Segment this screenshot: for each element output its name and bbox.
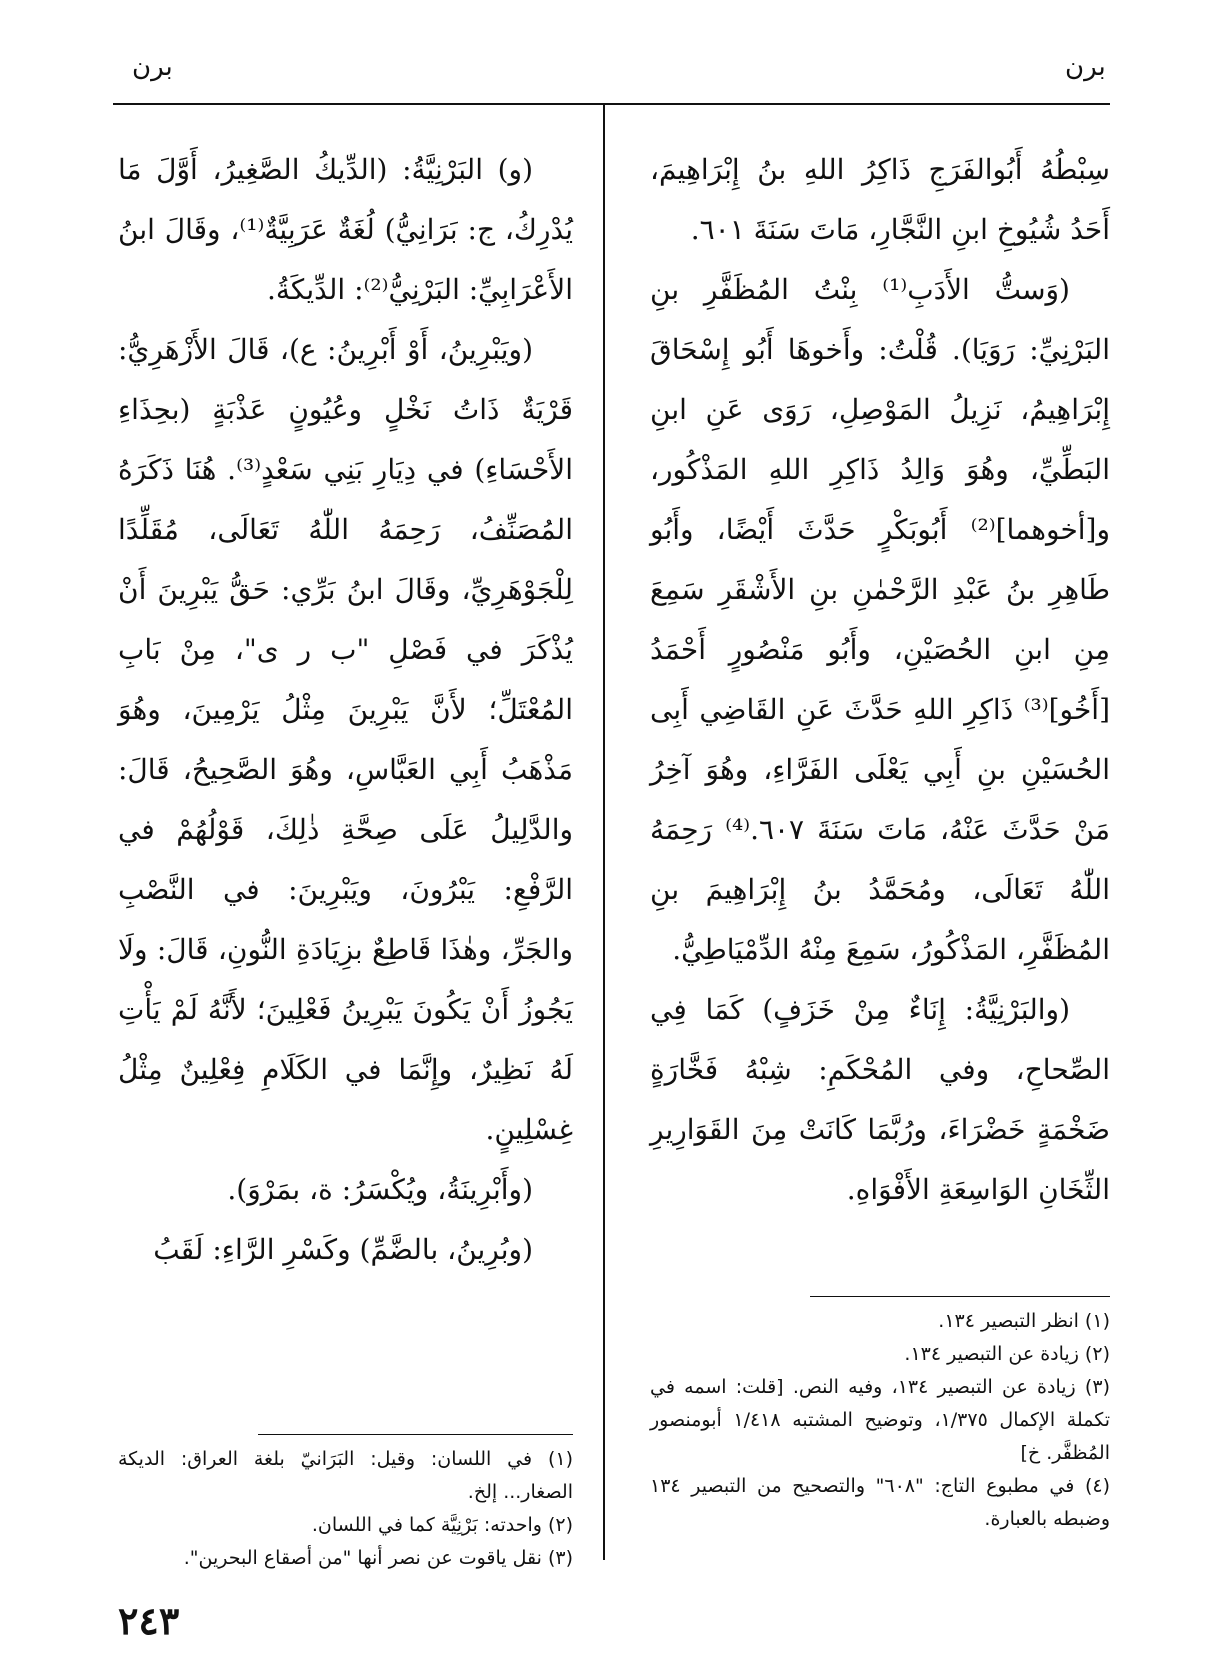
right-footnotes bbox=[650, 1305, 1110, 1536]
column-divider bbox=[603, 105, 605, 1560]
footnote: (٣) زيادة عن التبصير ١٣٤، وفيه النص. [قلت: اسمه في تكملة الإكمال ١/٣٧٥، وتوضيح المشتبه ١/٤١٨ أبومنصور المُظفَّر. خ] bbox=[650, 1376, 1110, 1464]
running-header-right: برن bbox=[1065, 52, 1106, 82]
page-number: ٢٤٣ bbox=[118, 1598, 180, 1643]
paragraph: (و) البَرْنِيَّةُ: (الدِّيكُ الصَّغِيرُ، أَوَّلَ مَا يُدْرِكُ، ج: بَرَانِيُّ) لُغَةٌ عَرَبِيَّةٌ⁽¹⁾، وقَالَ ابنُ الأَعْرَابِيِّ: البَرْنِيُّ⁽²⁾: الدِّيكَةُ. bbox=[118, 153, 573, 306]
paragraph: (وأَبْرِينَةُ، ويُكْسَرُ: ة، بمَرْوَ). bbox=[227, 1173, 533, 1206]
footnote: (٢) زيادة عن التبصير ١٣٤. bbox=[904, 1343, 1110, 1365]
footnote: (٢) واحدته: بَرْنِيَّة كما في اللسان. bbox=[311, 1514, 573, 1536]
footnote: (١) في اللسان: وقيل: البَرَانيّ بلغة العراق: الديكة الصغار... إلخ. bbox=[118, 1448, 573, 1503]
left-footnotes bbox=[118, 1443, 573, 1575]
paragraph: (وبُرِينُ، بالضَّمِّ) وكَسْرِ الرَّاءِ: لَقَبُ bbox=[153, 1233, 533, 1266]
footnote: (١) انظر التبصير ١٣٤. bbox=[938, 1310, 1110, 1332]
footnote: (٣) نقل ياقوت عن نصر أنها "من أصقاع البحرين". bbox=[183, 1547, 573, 1569]
left-column bbox=[118, 140, 573, 1280]
paragraph: (والبَرْنِيَّةُ: إِنَاءٌ مِنْ خَزَفٍ) كَمَا فِي الصِّحاحِ، وفي المُحْكَمِ: شِبْهُ فَخَّارَةٍ ضَخْمَةٍ خَضْرَاءَ، ورُبَّمَا كَانَتْ مِنَ القَوَارِيرِ الثِّخَانِ الوَاسِعَةِ الأَفْوَاهِ. bbox=[650, 993, 1110, 1206]
footnote-rule-right bbox=[810, 1296, 1110, 1297]
running-header-left: برن bbox=[132, 52, 173, 82]
paragraph: (ويَبْرِينُ، أَوْ أَبْرِينُ: ع)، قَالَ الأَزْهَرِيُّ: قَرْيَةٌ ذَاتُ نَخْلٍ وعُيُونٍ عَذْبَةٍ (بحِذَاءِ الأَحْسَاءِ) في دِيَارِ بَنِي سَعْدٍ⁽³⁾. هُنَا ذَكَرَهُ المُصَنِّفُ، رَحِمَهُ اللّٰهُ تَعَالَى، مُقَلِّدًا لِلْجَوْهَرِيِّ، وقَالَ ابنُ بَرِّي: حَقُّ يَبْرِينَ أَنْ يُذْكَرَ في فَصْلِ "ب ر ى"، مِنْ بَابِ المُعْتَلِّ؛ لأَنَّ يَبْرِينَ مِثْلُ يَرْمِينَ، وهُوَ مَذْهَبُ أَبِي العَبَّاسِ، وهُوَ الصَّحِيحُ، قَالَ: والدَّلِيلُ عَلَى صِحَّةِ ذٰلِكَ، قَوْلُهُمْ في الرَّفْعِ: يَبْرُونَ، ويَبْرِينَ: في النَّصْبِ والجَرِّ، وهٰذَا قَاطِعٌ بزِيَادَةِ النُّونِ، قَالَ: ولَا يَجُوزُ أَنْ يَكُونَ يَبْرِينُ فَعْلِينَ؛ لأَنَّهُ لَمْ يَأْتِ لَهُ نَظِيرٌ، وإِنَّمَا في الكَلَامِ فِعْلِينٌ مِثْلُ غِسْلِينٍ. bbox=[118, 333, 574, 1146]
footnote: (٤) في مطبوع التاج: "٦٠٨" والتصحيح من التبصير ١٣٤ وضبطه بالعبارة. bbox=[650, 1475, 1111, 1530]
footnote-rule-left bbox=[258, 1434, 573, 1435]
header-rule bbox=[113, 103, 1110, 105]
right-column bbox=[650, 140, 1110, 1220]
paragraph: (وَستُّ الأَدَبِ⁽¹⁾ بِنْتُ المُظَفَّرِ بنِ البَرْنِيِّ: رَوَيَا). قُلْتُ: وأَخوهَا أَبُو إِسْحَاقَ إِبْرَاهِيمُ، نَزِيلُ المَوْصِلِ، رَوَى عَنِ ابنِ البَطِّيِّ، وهُوَ وَالِدُ ذَاكِرِ اللهِ المَذْكُور، و[أخوهما]⁽²⁾ أَبُوبَكْرٍ حَدَّثَ أَيْضًا، وأَبُو طَاهِرِ بنُ عَبْدِ الرَّحْمٰنِ بنِ الأَشْقَرِ سَمِعَ مِنِ ابنِ الحُصَيْنِ، وأَبُو مَنْصُورٍ أَحْمَدُ [أَخُو]⁽³⁾ ذَاكِرِ اللهِ حَدَّثَ عَنِ القَاضِي أَبِى الحُسَيْنِ بنِ أَبِي يَعْلَى الفَرَّاءِ، وهُوَ آخِرُ مَنْ حَدَّثَ عَنْهُ، مَاتَ سَنَةَ ٦٠٧.⁽⁴⁾ رَحِمَهُ اللّٰهُ تَعَالَى، ومُحَمَّدُ بنُ إِبْرَاهِيمَ بنِ المُظَفَّرِ، المَذْكُورُ، سَمِعَ مِنْهُ الدِّمْيَاطِيُّ. bbox=[650, 273, 1110, 966]
paragraph: سِبْطُهُ أَبُوالفَرَجِ ذَاكِرُ اللهِ بنُ إِبْرَاهِيمَ، أَحَدُ شُيُوخِ ابنِ النَّجَّارِ، مَاتَ سَنَةَ ٦٠١. bbox=[650, 153, 1110, 246]
